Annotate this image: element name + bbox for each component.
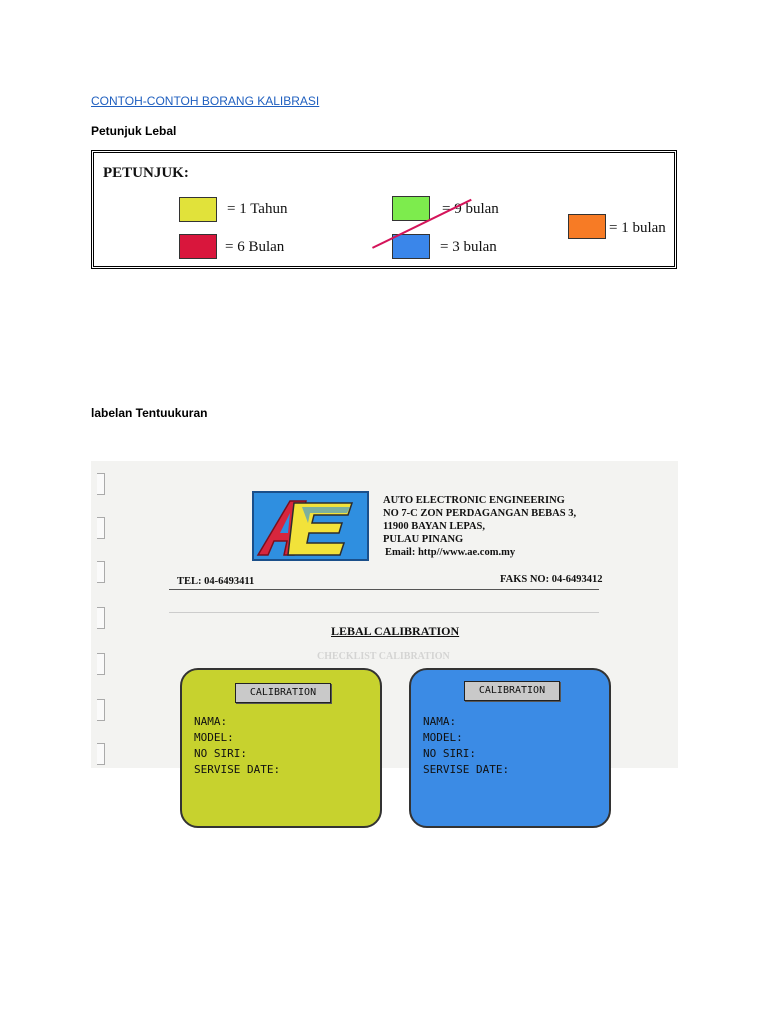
binding-ring (97, 607, 105, 629)
binding-ring (97, 699, 105, 721)
label-page-title: LEBAL CALIBRATION (331, 624, 460, 638)
calibration-card-yellow (180, 668, 382, 828)
field-model: MODEL: (423, 731, 463, 744)
field-model: MODEL: (194, 731, 234, 744)
legend-caption: Petunjuk Lebal (91, 124, 177, 138)
binding-ring (97, 743, 105, 765)
company-line: PULAU PINANG (383, 534, 464, 545)
field-nama: NAMA: (423, 715, 457, 728)
divider (169, 589, 599, 590)
swatch-yellow (179, 197, 217, 222)
legend-label-6-bulan: = 6 Bulan (225, 239, 285, 255)
legend-label-1-tahun: = 1 Tahun (227, 201, 288, 217)
binding-ring (97, 653, 105, 675)
company-faks: FAKS NO: 04-6493412 (500, 574, 603, 585)
swatch-orange (568, 214, 606, 239)
ghost-title: CHECKLIST CALIBRATION (317, 651, 450, 662)
legend-figure (91, 150, 677, 269)
swatch-blue (392, 234, 430, 259)
company-email: Email: http//www.ae.com.my (385, 547, 516, 558)
legend-title: PETUNJUK: (103, 165, 189, 181)
field-nama: NAMA: (194, 715, 228, 728)
company-line: AUTO ELECTRONIC ENGINEERING (383, 495, 565, 506)
calibration-card-blue (409, 668, 611, 828)
legend-label-9-bulan: = 9 bulan (442, 201, 499, 217)
divider-ghost (169, 612, 599, 613)
card-fields (194, 714, 280, 778)
company-line: 11900 BAYAN LEPAS, (383, 521, 486, 532)
company-line: NO 7-C ZON PERDAGANGAN BEBAS 3, (383, 508, 577, 519)
company-logo (252, 491, 369, 561)
logo-graphic (254, 493, 367, 559)
field-service-date: SERVISE DATE: (423, 763, 510, 776)
field-no-siri: NO SIRI: (194, 747, 247, 760)
swatch-green (392, 196, 430, 221)
swatch-red (179, 234, 217, 259)
card-tag: CALIBRATION (464, 681, 560, 701)
legend-label-3-bulan: = 3 bulan (440, 239, 497, 255)
document-title-link[interactable]: CONTOH-CONTOH BORANG KALIBRASI (91, 94, 320, 108)
card-tag: CALIBRATION (235, 683, 331, 703)
spiral-binding (91, 461, 107, 768)
legend-label-1-bulan: = 1 bulan (609, 220, 666, 236)
binding-ring (97, 561, 105, 583)
card-fields (423, 714, 509, 778)
field-service-date: SERVISE DATE: (194, 763, 281, 776)
field-no-siri: NO SIRI: (423, 747, 476, 760)
company-tel: TEL: 04-6493411 (177, 576, 255, 587)
label-caption: labelan Tentuukuran (91, 406, 208, 420)
scanned-label-page (91, 461, 678, 776)
company-address (383, 494, 576, 559)
binding-ring (97, 473, 105, 495)
binding-ring (97, 517, 105, 539)
